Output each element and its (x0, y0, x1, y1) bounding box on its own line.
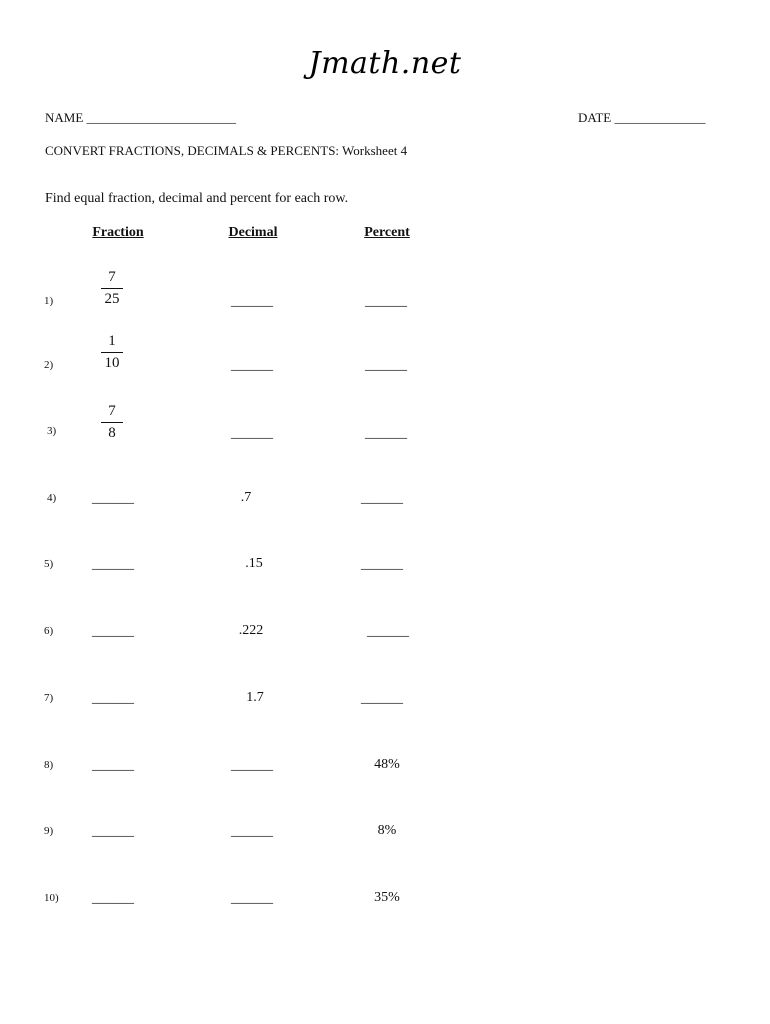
fraction-numerator: 1 (101, 332, 123, 353)
fraction-numerator: 7 (101, 402, 123, 423)
problem-row (0, 690, 770, 750)
fraction-blank: ______ (92, 557, 134, 572)
problem-row (0, 268, 770, 328)
percent-value: 48% (374, 757, 400, 772)
decimal-blank: ______ (231, 358, 273, 373)
row-number: 7) (44, 692, 54, 704)
decimal-blank: ______ (231, 891, 273, 906)
fraction-denominator: 8 (108, 425, 116, 441)
row-number: 6) (44, 625, 54, 637)
decimal-value: 1.7 (246, 690, 264, 705)
problem-row (0, 823, 770, 883)
row-number: 10) (44, 892, 59, 904)
problem-row (0, 623, 770, 683)
instructions: Find equal fraction, decimal and percent for each row. (45, 191, 349, 206)
fraction-blank: ______ (92, 491, 134, 506)
problem-row (0, 556, 770, 616)
worksheet-title: CONVERT FRACTIONS, DECIMALS & PERCENTS: Worksheet 4 (45, 143, 408, 158)
column-header-decimal: Decimal (228, 225, 278, 240)
column-header-fraction: Fraction (92, 225, 144, 240)
row-number: 1) (44, 295, 54, 307)
fraction-value (92, 332, 132, 373)
decimal-value: .15 (245, 556, 263, 571)
row-number: 5) (44, 558, 54, 570)
problem-row (0, 490, 770, 550)
percent-blank: ______ (361, 491, 403, 506)
problem-row (0, 332, 770, 392)
site-logo: Jmath.net (308, 46, 462, 81)
problem-row (0, 402, 770, 462)
decimal-blank: ______ (231, 824, 273, 839)
percent-blank: ______ (365, 294, 407, 309)
decimal-value: .7 (240, 490, 252, 505)
date-field-line: DATE ______________ (578, 110, 706, 125)
percent-blank: ______ (361, 691, 403, 706)
fraction-blank: ______ (92, 891, 134, 906)
fraction-blank: ______ (92, 758, 134, 773)
row-number: 4) (47, 492, 57, 504)
column-header-percent: Percent (364, 225, 410, 240)
row-number: 3) (47, 425, 57, 437)
percent-blank: ______ (365, 358, 407, 373)
fraction-denominator: 10 (104, 355, 120, 371)
percent-blank: ______ (367, 624, 409, 639)
decimal-blank: ______ (231, 758, 273, 773)
fraction-numerator: 7 (101, 268, 123, 289)
percent-blank: ______ (361, 557, 403, 572)
decimal-blank: ______ (231, 294, 273, 309)
fraction-value (92, 402, 132, 443)
problem-row (0, 757, 770, 817)
fraction-blank: ______ (92, 691, 134, 706)
name-field-line: NAME _______________________ (45, 110, 237, 125)
fraction-value (92, 268, 132, 309)
decimal-blank: ______ (231, 426, 273, 441)
fraction-denominator: 25 (104, 291, 120, 307)
decimal-value: .222 (238, 623, 264, 638)
problem-row (0, 890, 770, 950)
fraction-blank: ______ (92, 624, 134, 639)
percent-value: 8% (377, 823, 397, 838)
fraction-blank: ______ (92, 824, 134, 839)
percent-value: 35% (374, 890, 400, 905)
percent-blank: ______ (365, 426, 407, 441)
row-number: 8) (44, 759, 54, 771)
row-number: 2) (44, 359, 54, 371)
row-number: 9) (44, 825, 54, 837)
